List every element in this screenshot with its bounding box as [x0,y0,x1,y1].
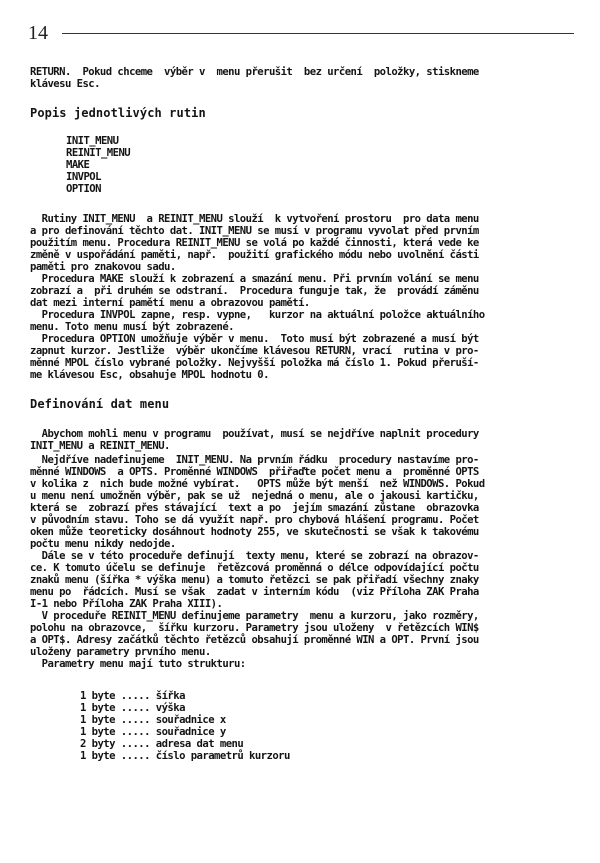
routine-item: INIT_MENU [66,135,119,147]
paragraph-line: INIT_MENU a REINIT_MENU. [30,440,170,452]
structure-item: 1 byte ..... výška [80,702,185,714]
paragraph-line: polohu na obrazovce, šířku kurzoru. Parametry jsou uloženy v řetězcích WIN$ [30,622,479,634]
routine-item: INVPOL [66,171,101,183]
structure-item: 1 byte ..... číslo parametrů kurzoru [80,750,290,762]
paragraph-line: Procedura OPTION umožňuje výběr v menu. Toto musí být zobrazené a musí být [30,333,479,345]
paragraph-line: V proceduře REINIT_MENU definujeme parametry menu a kurzoru, jako rozměry, [30,610,479,622]
paragraph-line: paměti pro znakovou sadu. [30,261,176,273]
paragraph-line: u menu není umožněn výběr, pak se už nejedná o menu, ale o jakousi kartičku, [30,490,479,502]
paragraph-line: a OPT$. Adresy začátků těchto řetězců obsahují proměnné WIN a OPT. První jsou [30,634,479,646]
paragraph-line: Procedura INVPOL zapne, resp. vypne, kurzor na aktuální položce aktuálního [30,309,485,321]
paragraph-line: zapnut kurzor. Jestliže výběr ukončíme klávesou RETURN, vrací rutina v pro- [30,345,479,357]
header-rule [62,33,574,34]
paragraph-line: znaků menu (šířka * výška menu) a tomuto řetězci se pak přiřadí všechny znaky [30,574,479,586]
paragraph-line: oken může teoreticky dosáhnout hodnoty 255, ve skutečnosti se však k takovému [30,526,479,538]
paragraph-line: která se zobrazí přes stávající text a po jejím smazání zůstane obrazovka [30,502,479,514]
paragraph-line: v kolika z nich bude možné vybírat. OPTS může být menší než WINDOWS. Pokud [30,478,485,490]
structure-item: 1 byte ..... souřadnice x [80,714,226,726]
intro-line: RETURN. Pokud chceme výběr v menu přerušit bez určení položky, stiskneme [30,66,479,78]
section-heading: Popis jednotlivých rutin [30,106,206,120]
page-header [28,22,574,44]
section-heading: Definování dat menu [30,397,170,411]
routine-item: OPTION [66,183,101,195]
paragraph-line: a pro definování těchto dat. INIT_MENU se musí v programu vyvolat před prvním [30,225,479,237]
paragraph-line: Dále se v této proceduře definují texty menu, které se zobrazí na obrazov- [30,550,479,562]
paragraph-line: Rutiny INIT_MENU a REINIT_MENU slouží k vytvoření prostoru pro data menu [30,213,479,225]
paragraph-line: v původním stavu. Toho se dá využít např. pro chybová hlášení programu. Počet [30,514,479,526]
paragraph-line: menu. Toto menu musí být zobrazené. [30,321,234,333]
structure-item: 1 byte ..... souřadnice y [80,726,226,738]
paragraph-line: Nejdříve nadefinujeme INIT_MENU. Na prvním řádku procedury nastavíme pro- [30,454,479,466]
paragraph-line: měnné WINDOWS a OPTS. Proměnné WINDOWS přiřaďte počet menu a proměnné OPTS [30,466,479,478]
paragraph-line: I-1 nebo Příloha ZAK Praha XIII). [30,598,223,610]
paragraph-line: Procedura MAKE slouží k zobrazení a smazání menu. Při prvním volání se menu [30,273,479,285]
intro-line: klávesu Esc. [30,78,100,90]
paragraph-line: dat mezi interní pamětí menu a obrazovou pamětí. [30,297,310,309]
paragraph-line: uloženy parametry prvního menu. [30,646,211,658]
paragraph-line: Abychom mohli menu v programu používat, musí se nejdříve naplnit procedury [30,428,479,440]
paragraph-line: ce. K tomuto účelu se definuje řetězcová proměnná o délce odpovídající počtu [30,562,479,574]
paragraph-line: me klávesou Esc, obsahuje MPOL hodnotu 0. [30,369,269,381]
routine-item: REINIT_MENU [66,147,131,159]
paragraph-line: zobrazí a při druhém se odstraní. Procedura funguje tak, že provádí záměnu [30,285,479,297]
paragraph-line: počtu menu nikdy nedojde. [30,538,176,550]
paragraph-line: Parametry menu mají tuto strukturu: [30,658,246,670]
page-number: 14 [28,22,48,44]
routine-item: MAKE [66,159,90,171]
structure-item: 1 byte ..... šířka [80,690,185,702]
paragraph-line: menu po řádcích. Musí se však zadat v interním kódu (viz Příloha ZAK Praha [30,586,479,598]
paragraph-line: měnné MPOL číslo vybrané položky. Nejvyšší položka má číslo 1. Pokud přeruší- [30,357,479,369]
paragraph-line: použitím menu. Procedura REINIT_MENU se volá po každé činnosti, která vede ke [30,237,479,249]
structure-item: 2 byty ..... adresa dat menu [80,738,244,750]
paragraph-line: změně v uspořádání paměti, např. použití grafického módu nebo uvolnění části [30,249,479,261]
